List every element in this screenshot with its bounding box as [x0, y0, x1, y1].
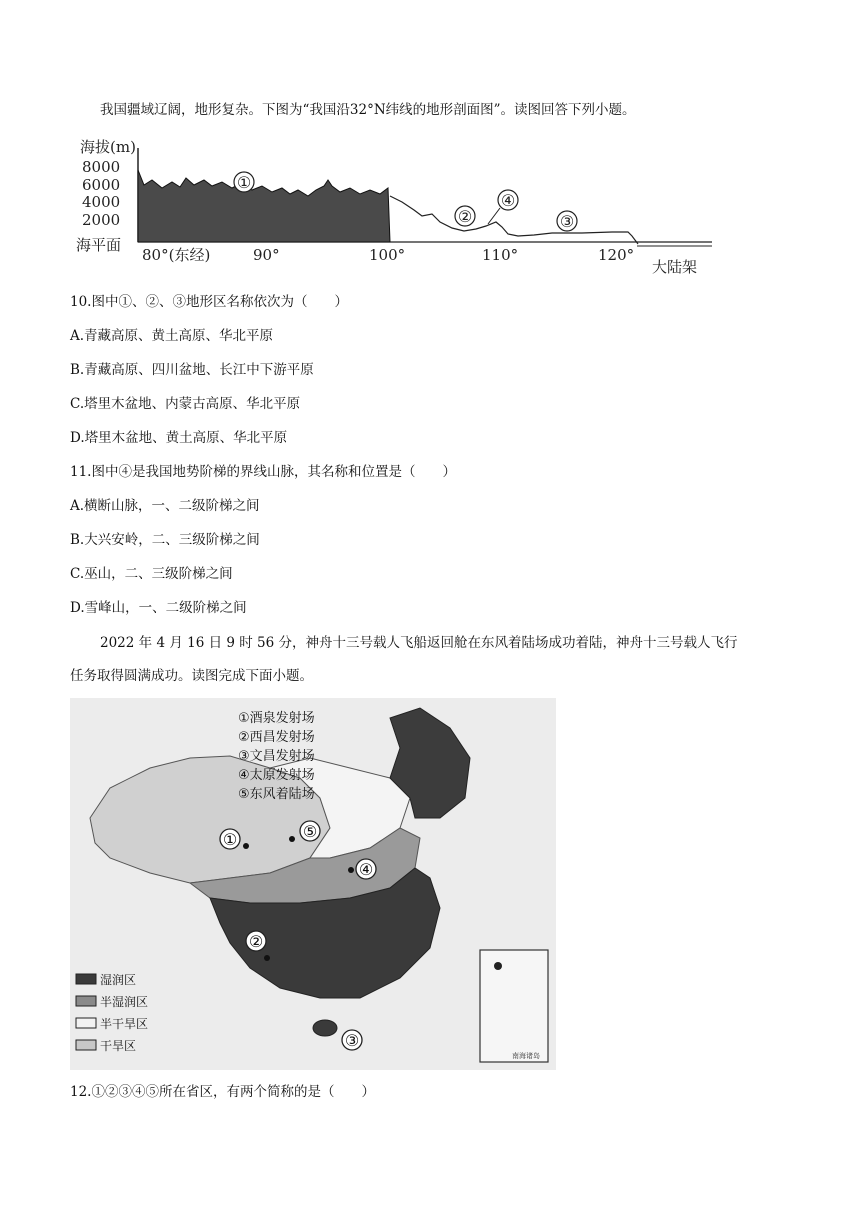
profile-xtick-120: 120° — [598, 246, 635, 264]
q10-option-c: C.塔里木盆地、内蒙古高原、华北平原 — [70, 396, 301, 412]
map-inset-label: 南海诸岛 — [512, 1052, 540, 1060]
intro-paragraph-2-line-1: 2022 年 4 月 16 日 9 时 56 分，神舟十三号载人飞船返回舱在东风着陆场成功着陆，神舟十三号载人飞行 — [100, 635, 738, 651]
legend-arid: 干旱区 — [100, 1039, 137, 1053]
q11-stem: 11.图中④是我国地势阶梯的界线山脉，其名称和位置是（ ） — [70, 464, 456, 480]
profile-xtick-100: 100° — [369, 246, 406, 264]
q12-stem: 12.①②③④⑤所在省区，有两个简称的是（ ） — [70, 1084, 375, 1100]
profile-xtick-80: 80°(东经) — [142, 246, 211, 264]
svg-text:②: ② — [248, 932, 264, 951]
profile-ytick-6000: 6000 — [82, 176, 121, 194]
legend-semi-arid: 半干旱区 — [100, 1017, 149, 1031]
svg-text:②: ② — [457, 207, 473, 226]
legend-semi-humid: 半湿润区 — [100, 995, 149, 1009]
legend-humid: 湿润区 — [100, 973, 137, 987]
q11-option-b: B.大兴安岭，二、三级阶梯之间 — [70, 532, 260, 548]
map-site-3: ③文昌发射场 — [238, 749, 315, 764]
svg-text:③: ③ — [559, 212, 575, 231]
map-site-2: ②西昌发射场 — [238, 730, 315, 745]
profile-plateau-area — [138, 170, 390, 242]
map-site-5: ⑤东风着陆场 — [238, 787, 315, 802]
china-map-figure — [70, 698, 556, 1070]
q10-stem: 10.图中①、②、③地形区名称依次为（ ） — [70, 294, 348, 310]
profile-ytick-8000: 8000 — [82, 158, 121, 176]
map-site-4: ④太原发射场 — [238, 768, 315, 783]
profile-xtick-90: 90° — [253, 246, 280, 264]
profile-sea-level: 海平面 — [76, 236, 122, 254]
svg-text:③: ③ — [344, 1031, 360, 1050]
map-site-1: ①酒泉发射场 — [238, 711, 315, 726]
q11-option-c: C.巫山，二、三级阶梯之间 — [70, 566, 233, 582]
profile-shelf-label: 大陆架 — [652, 258, 698, 276]
profile-xtick-110: 110° — [482, 246, 519, 264]
intro-paragraph-1: 我国疆域辽阔，地形复杂。下图为“我国沿32°N纬线的地形剖面图”。读图回答下列小题。 — [100, 102, 636, 118]
profile-ytick-2000: 2000 — [82, 211, 121, 229]
q11-option-a: A.横断山脉，一、二级阶梯之间 — [70, 498, 260, 514]
q10-option-a: A.青藏高原、黄土高原、华北平原 — [70, 328, 274, 344]
profile-marker-3 — [557, 211, 577, 231]
q11-option-d: D.雪峰山，一、二级阶梯之间 — [70, 600, 247, 616]
intro-paragraph-2-line-2: 任务取得圆满成功。读图完成下面小题。 — [70, 668, 313, 684]
profile-marker-4 — [488, 190, 518, 224]
profile-ylabel: 海拔(m) — [80, 138, 136, 156]
profile-marker-2 — [455, 206, 475, 226]
svg-text:①: ① — [236, 173, 252, 192]
svg-text:⑤: ⑤ — [302, 822, 318, 841]
map-marker-3 — [342, 1030, 362, 1050]
terrain-profile-figure — [72, 130, 717, 280]
svg-text:①: ① — [222, 830, 238, 849]
profile-ytick-4000: 4000 — [82, 193, 121, 211]
svg-text:④: ④ — [358, 860, 374, 879]
profile-marker-1 — [234, 172, 254, 192]
svg-text:④: ④ — [500, 191, 516, 210]
q10-option-b: B.青藏高原、四川盆地、长江中下游平原 — [70, 362, 314, 378]
q10-option-d: D.塔里木盆地、黄土高原、华北平原 — [70, 430, 288, 446]
